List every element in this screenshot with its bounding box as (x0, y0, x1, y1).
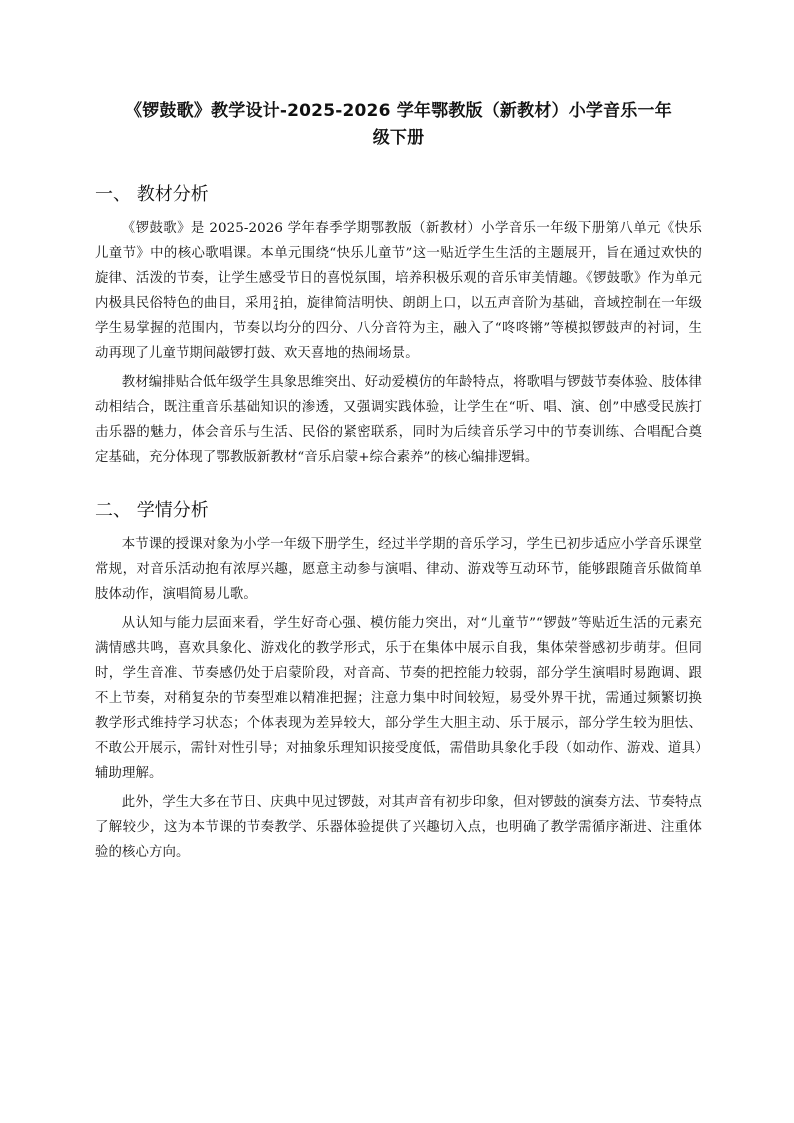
paragraph: 本节课的授课对象为小学一年级下册学生，经过半学期的音乐学习，学生已初步适应小学音乐课堂常规，对音乐活动抱有浓厚兴趣，愿意主动参与演唱、律动、游戏等互动环节，能够跟随音乐做简单肢体动作，演唱简易儿歌。 (95, 537, 702, 602)
title-line-2: 级下册 (372, 128, 425, 148)
paragraph: 《锣鼓歌》是 2025-2026 学年春季学期鄂教版（新教材）小学音乐一年级下册第八单元《快乐儿童节》中的核心歌唱课。本单元围绕“快乐儿童节”这一贴近学生生活的主题展开，旨在通过欢快的旋律、活泼的节奏，让学生感受节日的喜悦氛围，培养积极乐观的音乐审美情趣。《锣鼓歌》作为单元内极具民俗特色的曲目，采用 2 4 拍，旋律简洁明快、朗朗上口，以五声音阶为基础，音域控制在一年级学生易掌握的范围内，节奏以均分的四分、八分音符为主，融入了“咚咚锵”等模拟锣鼓声的衬词，生动再现了儿童节期间敲锣打鼓、欢天喜地的热闹场景。 (95, 221, 702, 361)
paragraph: 此外，学生大多在节日、庆典中见过锣鼓，对其声音有初步印象，但对锣鼓的演奏方法、节奏特点了解较少，这为本节课的节奏教学、乐器体验提供了兴趣切入点，也明确了教学需循序渐进、注重体验的核心方向。 (95, 795, 702, 860)
title-line-1: 《锣鼓歌》教学设计-2025-2026 学年鄂教版（新教材）小学音乐一年 (125, 101, 672, 121)
paragraph: 教材编排贴合低年级学生具象思维突出、好动爱模仿的年龄特点，将歌唱与锣鼓节奏体验、肢体律动相结合，既注重音乐基础知识的渗透，又强调实践体验，让学生在“听、唱、演、创”中感受民族打击乐器的魅力，体会音乐与生活、民俗的紧密联系，同时为后续音乐学习中的节奏训练、合唱配合奠定基础，充分体现了鄂教版新教材“音乐启蒙+综合素养”的核心编排逻辑。 (95, 375, 702, 465)
paragraph: 从认知与能力层面来看，学生好奇心强、模仿能力突出，对“儿童节”“锣鼓”等贴近生活的元素充满情感共鸣，喜欢具象化、游戏化的教学形式，乐于在集体中展示自我，集体荣誉感初步萌芽。但同时，学生音准、节奏感仍处于启蒙阶段，对音高、节奏的把控能力较弱，部分学生演唱时易跑调、跟不上节奏，对稍复杂的节奏型难以精准把握；注意力集中时间较短，易受外界干扰，需通过频繁切换教学形式维持学习状态；个体表现为差异较大，部分学生大胆主动、乐于展示，部分学生较为胆怯、不敢公开展示，需针对性引导；对抽象乐理知识接受度低，需借助具象化手段（如动作、游戏、道具）辅助理解。 (95, 616, 702, 781)
time-signature-fraction: 2 4 (273, 294, 279, 312)
section-heading-student-analysis: 二、 学情分析 (95, 500, 209, 521)
section-heading-textbook-analysis: 一、 教材分析 (95, 184, 209, 205)
document-title (95, 98, 702, 152)
